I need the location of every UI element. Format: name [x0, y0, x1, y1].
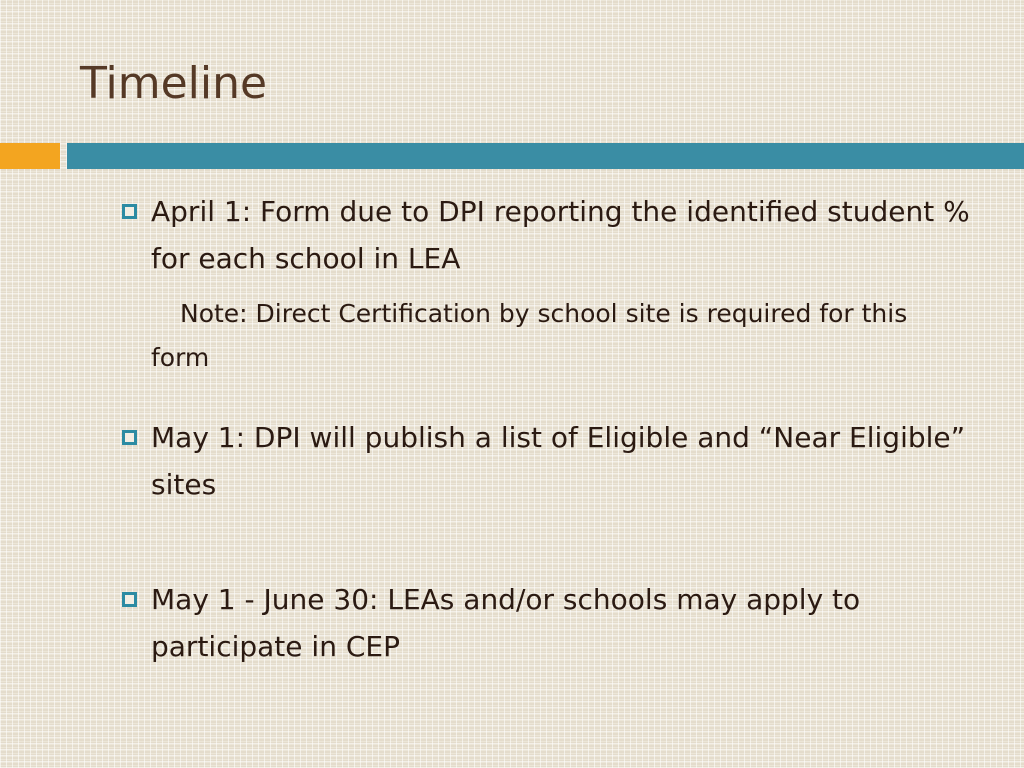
bullet-text: April 1: Form due to DPI reporting the identified student % for each school in LEA [151, 195, 970, 275]
bullet-text: May 1 - June 30: LEAs and/or schools may apply to participate in CEP [151, 583, 861, 663]
orange-accent-bar [0, 143, 60, 169]
note-text: Note: Direct Certification by school site is required for this form [151, 299, 908, 372]
square-bullet-icon [122, 204, 137, 219]
square-bullet-icon [122, 592, 137, 607]
note-item [151, 292, 941, 380]
square-bullet-icon [122, 430, 137, 445]
bullet-item-april-1 [122, 188, 982, 282]
bullet-text: May 1: DPI will publish a list of Eligible and “Near Eligible” sites [151, 421, 966, 501]
teal-header-rule [67, 143, 1024, 169]
bullet-item-may-1 [122, 414, 982, 508]
bullet-item-may-june [122, 576, 982, 670]
slide-title: Timeline [80, 58, 268, 109]
